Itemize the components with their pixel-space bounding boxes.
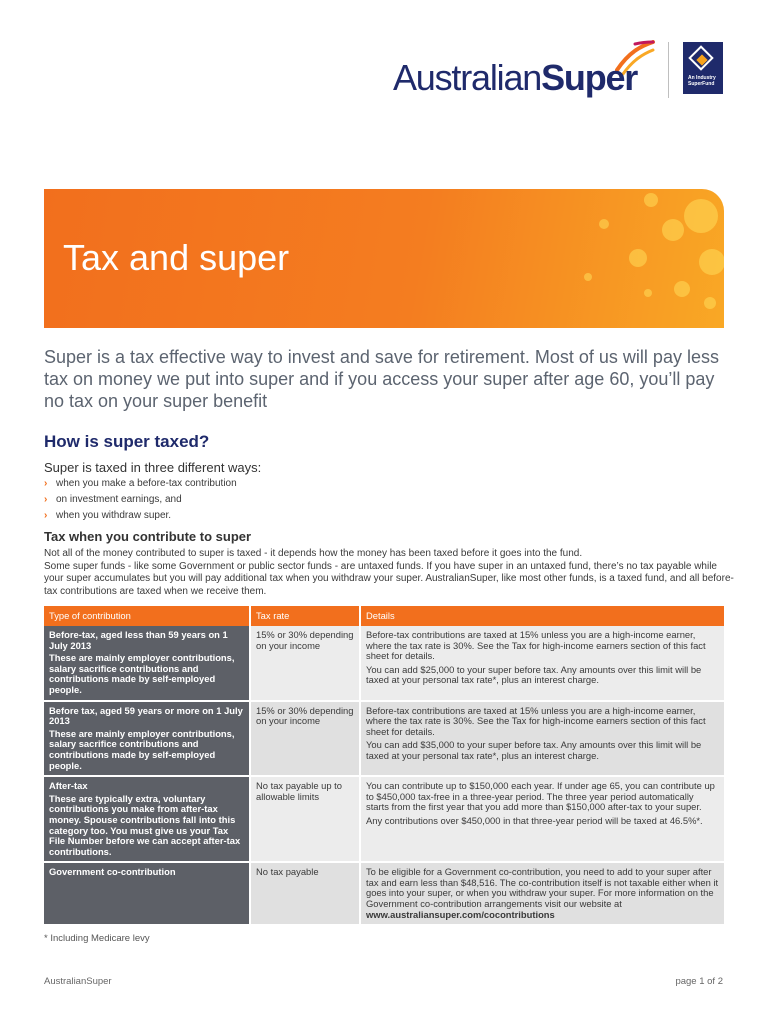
type-title: After-tax (49, 780, 88, 792)
contribution-tax-table (44, 606, 724, 926)
column-header-details: Details (361, 606, 724, 626)
detail-text: Before-tax contributions are taxed at 15% unless you are a high-income earner, where the tax rate is 30%. See the Tax for high-income earners section of this fact sheet for details. (366, 704, 706, 737)
chevron-right-icon: › (44, 494, 48, 505)
title-banner (44, 189, 724, 328)
table-row (44, 626, 724, 702)
cell-tax-rate: No tax payable up to allowable limits (251, 777, 361, 863)
detail-text: You can contribute up to $150,000 each year. If under age 65, you can contribute up to $450,000 tax-free in a three-year period. The three year period automatically starts from the first year that you add more than $150,000 after-tax to your super. (366, 780, 715, 813)
footer-brand: AustralianSuper (44, 976, 112, 987)
cell-details (361, 863, 724, 926)
decor-dot (584, 273, 592, 281)
decor-dot (644, 289, 652, 297)
cell-type (44, 702, 251, 778)
table-header-row (44, 606, 724, 626)
type-description: These are mainly employer contributions, salary sacrifice contributions and contributions made by self-employed people. (49, 727, 235, 771)
logo-word-super: Super (541, 57, 638, 98)
cell-details (361, 702, 724, 778)
table-row (44, 863, 724, 926)
logo-word-australian: Australian (393, 57, 542, 98)
tax-ways-list (44, 476, 237, 524)
logo-divider (668, 42, 669, 98)
type-title: Before-tax, aged less than 59 years on 1 July 2013 (49, 629, 228, 651)
detail-text: To be eligible for a Government co-contribution, you need to add to your super after tax and earn less than $48,516. The co-contribution itself is not taxable either when it goes into your super, or when you withdraw your super. For more information on the Government co-contribution arrangements visit our website at (366, 866, 719, 910)
cell-tax-rate: 15% or 30% depending on your income (251, 702, 361, 778)
decor-dot (704, 297, 716, 309)
detail-text: You can add $25,000 to your super before tax. Any amounts over this limit will be taxed at your personal tax rate*, plus an interest charge. (366, 663, 702, 686)
industry-superfund-badge (683, 42, 723, 94)
cell-type (44, 626, 251, 702)
detail-text: Any contributions over $450,000 in that three-year period will be taxed at 46.5%*. (366, 814, 703, 826)
table-row (44, 777, 724, 863)
list-item (44, 492, 237, 508)
detail-text: You can add $35,000 to your super before tax. Any amounts over this limit will be taxed at your personal tax rate*, plus an interest charge. (366, 739, 702, 761)
cell-tax-rate: 15% or 30% depending on your income (251, 626, 361, 702)
cell-type (44, 777, 251, 863)
list-item (44, 508, 237, 524)
list-item (44, 476, 237, 492)
decor-dot (684, 199, 718, 233)
decor-dot (674, 281, 690, 297)
page-number: page 1 of 2 (675, 976, 723, 987)
decor-dot (662, 219, 684, 241)
list-item-text: when you withdraw super. (56, 510, 172, 521)
column-header-type: Type of contribution (44, 606, 251, 626)
type-description: These are typically extra, voluntary contributions you make from after-tax money. Spouse contributions fall into this category too. You must give us your Tax File Number before we can accept after-tax contributions. (49, 792, 241, 857)
badge-text: An Industry SuperFund (688, 75, 716, 87)
cocontributions-link[interactable]: www.australiansuper.com/cocontributions (366, 908, 555, 920)
section-lead: Super is taxed in three different ways: (44, 460, 262, 475)
detail-text: Before-tax contributions are taxed at 15% unless you are a high-income earner, where the tax rate is 30%. See the Tax for high-income earners section of this fact sheet for details. (366, 629, 706, 662)
chevron-right-icon: › (44, 478, 48, 489)
contribute-paragraph-1: Not all of the money contributed to super is taxed - it depends how the money has been taxed before it goes into the fund. (44, 548, 583, 559)
decor-dot (629, 249, 647, 267)
list-item-text: when you make a before-tax contribution (56, 478, 237, 489)
contribute-paragraph (44, 548, 734, 598)
table-row (44, 702, 724, 778)
intro-paragraph: Super is a tax effective way to invest and save for retirement. Most of us will pay less tax on money we put into super and if you access your super after age 60, you’ll pay no tax on your super benefit (44, 347, 719, 411)
contribute-paragraph-2: Some super funds - like some Government or public sector funds - are untaxed funds. If you have super in an untaxed fund, there’s no tax payable while your super accumulates but you will pay additional tax when you withdraw your super. AustralianSuper, like most other funds, is a taxed fund, and all before-tax contributions are taxed when we receive them. (44, 560, 734, 597)
type-description: These are mainly employer contributions, salary sacrifice contributions and contributions made by self-employed people. (49, 652, 235, 695)
chevron-right-icon: › (44, 510, 48, 521)
decor-dot (644, 193, 658, 207)
type-title: Before tax, aged 59 years or more on 1 July 2013 (49, 704, 243, 727)
type-title: Government co-contribution (49, 866, 176, 878)
cell-tax-rate: No tax payable (251, 863, 361, 926)
decor-dot (699, 249, 724, 275)
cell-details (361, 777, 724, 863)
logo-wordmark (393, 58, 637, 98)
cell-type (44, 863, 251, 926)
page-title: Tax and super (63, 237, 290, 278)
list-item-text: on investment earnings, and (56, 494, 182, 505)
section-heading-how-taxed: How is super taxed? (44, 432, 210, 451)
column-header-tax-rate: Tax rate (251, 606, 361, 626)
section-heading-contribute: Tax when you contribute to super (44, 529, 252, 544)
footnote: * Including Medicare levy (44, 933, 150, 944)
decor-dot (599, 219, 609, 229)
cell-details (361, 626, 724, 702)
